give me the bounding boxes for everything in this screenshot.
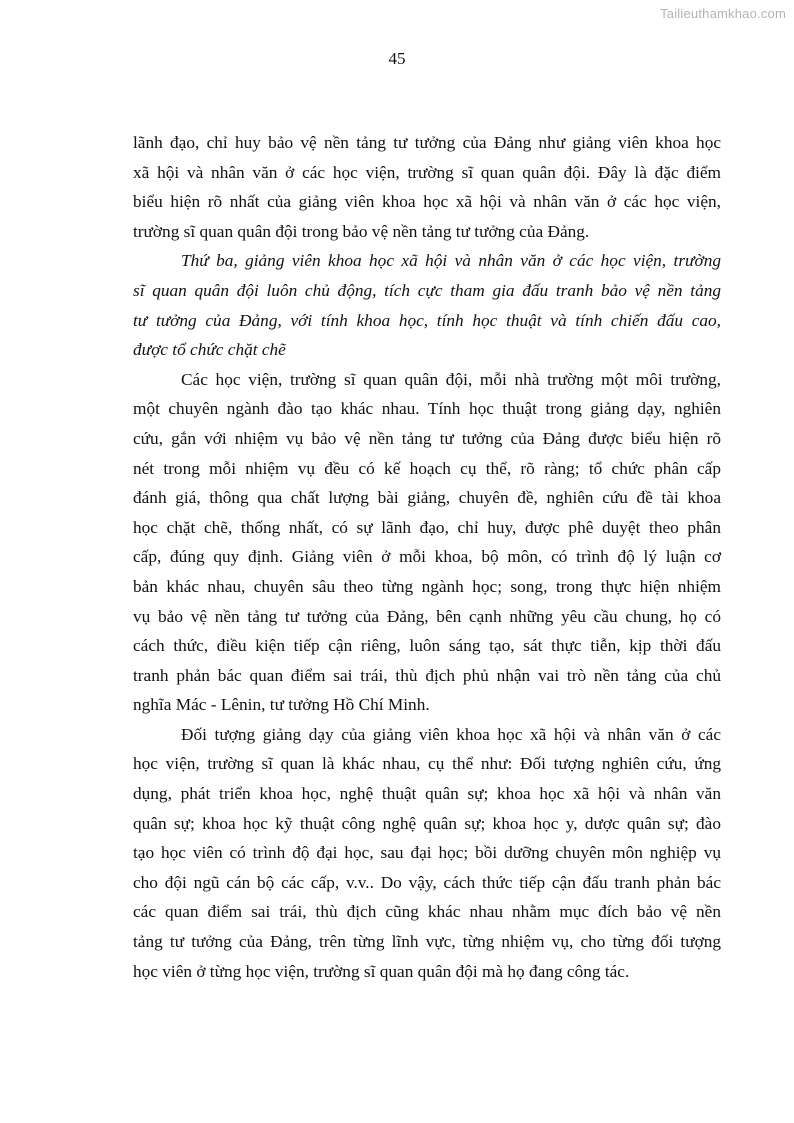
text-line: nghĩa Mác - Lênin, tư tưởng Hồ Chí Minh. [133, 695, 430, 715]
page-number: 45 [388, 49, 406, 68]
text-line: biểu hiện rõ nhất của giảng viên khoa học xã hội và nhân văn ở các học viện, [133, 192, 721, 212]
text-line: Các học viện, trường sĩ quan quân đội, mỗi nhà trường một môi trường, [181, 369, 721, 389]
paragraph-academies [133, 365, 721, 720]
text-line: Đối tượng giảng dạy của giảng viên khoa học xã hội và nhân văn ở các [181, 724, 721, 744]
watermark: Tailieuthamkhao.com [660, 6, 786, 21]
text-line: bản khác nhau, chuyên sâu theo từng ngành học; song, trong thực hiện nhiệm [133, 576, 721, 596]
text-line: học viên ở từng học viện, trường sĩ quan quân đội mà họ đang công tác. [133, 961, 630, 981]
text-line: dụng, phát triển khoa học, nghệ thuật quân sự; khoa học xã hội và nhân văn [133, 784, 721, 804]
text-line: cấp, đúng quy định. Giảng viên ở mỗi khoa, bộ môn, có trình độ lý luận cơ [133, 547, 721, 567]
document-body [133, 128, 721, 986]
text-line: trường sĩ quan quân đội trong bảo vệ nền tảng tư tưởng của Đảng. [133, 221, 590, 241]
text-line: tảng tư tưởng của Đảng, trên từng lĩnh vực, từng nhiệm vụ, cho từng đối tượng [133, 932, 721, 952]
text-line: Thứ ba, giảng viên khoa học xã hội và nhân văn ở các học viện, trường [181, 251, 721, 271]
text-line: xã hội và nhân văn ở các học viện, trường sĩ quan quân đội. Đây là đặc điểm [133, 162, 721, 182]
text-line: lãnh đạo, chỉ huy bảo vệ nền tảng tư tưởng của Đảng như giảng viên khoa học [133, 133, 721, 152]
text-line: học viện, trường sĩ quan là khác nhau, cụ thể như: Đối tượng nghiên cứu, ứng [133, 754, 721, 774]
text-line: một chuyên ngành đào tạo khác nhau. Tính học thuật trong giảng dạy, nghiên [133, 399, 721, 419]
paragraph-continuation [133, 128, 721, 246]
italic-subheading [133, 246, 721, 364]
text-line: học chặt chẽ, thống nhất, có sự lãnh đạo, chỉ huy, được phê duyệt theo phân [133, 517, 721, 537]
text-line: quân sự; khoa học kỹ thuật công nghệ quân sự; khoa học y, dược quân sự; đào [133, 813, 721, 833]
text-line: được tổ chức chặt chẽ [133, 340, 286, 360]
text-line: nét trong mỗi nhiệm vụ đều có kế hoạch cụ thể, rõ ràng; tổ chức phân cấp [133, 458, 721, 478]
text-line: tạo học viên có trình độ đại học, sau đại học; bồi dưỡng chuyên môn nghiệp vụ [133, 843, 721, 863]
text-line: đánh giá, thông qua chất lượng bài giảng, chuyên đề, nghiên cứu đề tài khoa [133, 488, 721, 508]
text-line: sĩ quan quân đội luôn chủ động, tích cực tham gia đấu tranh bảo vệ nền tảng [133, 280, 721, 300]
text-line: cách thức, điều kiện tiếp cận riêng, luôn sáng tạo, sát thực tiễn, kịp thời đấu [133, 636, 721, 656]
paragraph-teaching-subjects [133, 720, 721, 986]
text-line: tư tưởng của Đảng, với tính khoa học, tính học thuật và tính chiến đấu cao, [133, 310, 721, 330]
text-line: các quan điểm sai trái, thù địch cũng khác nhau nhằm mục đích bảo vệ nền [133, 902, 721, 922]
text-line: cứu, gắn với nhiệm vụ bảo vệ nền tảng tư tưởng của Đảng được biểu hiện rõ [133, 428, 721, 448]
text-line: tranh phản bác quan điểm sai trái, thù địch phủ nhận vai trò nền tảng của chủ [133, 665, 721, 685]
text-line: cho đội ngũ cán bộ các cấp, v.v.. Do vậy, cách thức tiếp cận đấu tranh phản bác [133, 872, 721, 892]
text-line: vụ bảo vệ nền tảng tư tưởng của Đảng, bên cạnh những yêu cầu chung, họ có [133, 606, 721, 626]
